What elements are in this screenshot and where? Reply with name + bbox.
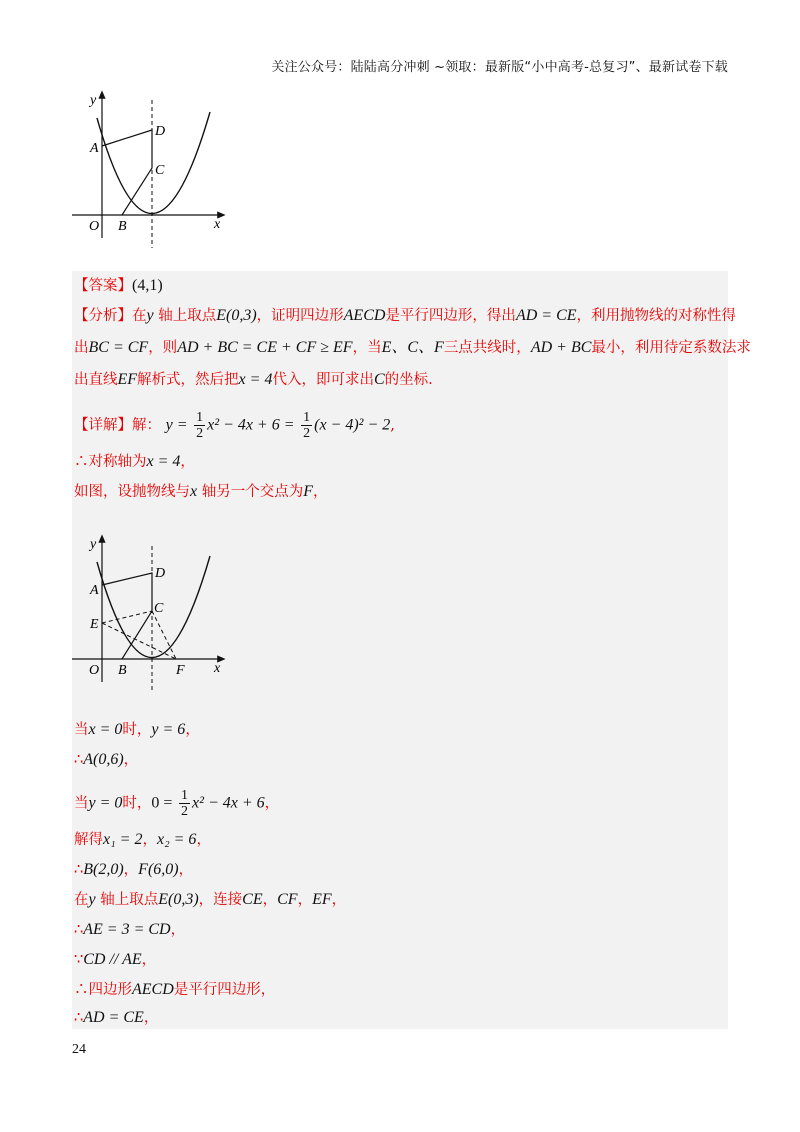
fraction-half [179,788,190,819]
detail-line-2: ∴对称轴为x = 4， [74,453,195,470]
math: BC = CF [88,339,149,356]
num: 1 [303,410,311,425]
text: 是平行四边形， [173,982,276,998]
math: E(0,3) [216,307,257,324]
text: 当 [74,795,89,812]
math: x [190,483,198,500]
page-number: 24 [72,1042,86,1057]
text: 轴上取点 [153,308,217,324]
text: 时， [122,795,152,812]
text: ，则 [148,340,178,356]
fig2-label-x: x [214,661,221,676]
text: ∴对称轴为 [74,454,147,470]
detail-line-9: 在y 轴上取点E(0,3)，连接CE，CF，EF， [74,891,347,908]
analysis-line-2 [74,338,751,358]
text: 解析式，然后把 [137,372,239,388]
math: AD = CE [515,307,577,324]
den: 2 [181,804,189,819]
text: 轴另一个交点为 [197,484,304,500]
detail-line-5: ∴A(0,6)， [74,751,139,768]
math: CD // AE [83,951,142,968]
fig1-label-x: x [214,217,221,232]
text: 三点共线时， [443,340,531,356]
fig2-label-f: F [176,663,185,678]
text: 是平行四边形，得出 [385,308,516,324]
fig2-label-y: y [90,537,97,552]
fig2-label-a: A [90,583,99,598]
math: CF [277,891,298,908]
answer-value: (4,1) [132,277,163,294]
fig1-label-c: C [155,163,165,178]
math: x = 0 [88,721,123,738]
text: 解得 [74,832,103,848]
math: F [303,483,313,500]
page-header: 关注公众号：陆陆高分冲刺 ~领取：最新版“小中高考-总复习”、最新试卷下载 [271,60,728,75]
analysis-line-1 [74,306,736,326]
fig1-label-d: D [155,124,166,139]
detail-line-1: 【详解】解： y = $\frac{1}{2}$ x² − 4x + 6 = $\frac{1}{2}$ (x − 4)² − 2, [74,410,395,441]
math: B(2,0) [83,861,124,878]
math: AD + BC = CE + CF ≥ EF [177,339,353,356]
text: ，证明四边形 [256,308,344,324]
math: E、C、F [381,339,444,356]
den: 2 [196,426,204,441]
text: ∵ [74,952,84,968]
math: y [88,891,96,908]
text: ∴ [74,862,84,878]
math: (x − 4)² − 2 [314,416,391,434]
figure-2-graph [72,530,232,690]
detail-line-3: 如图，设抛物线与x 轴另一个交点为F， [74,483,328,500]
text: ，连接 [198,892,243,908]
text: 出 [74,340,89,356]
math: F(6,0) [138,861,179,878]
math: y = 0 [88,794,123,812]
text: 在 [132,308,147,324]
text: ∴ [74,922,84,938]
math: x₂ = 6 [156,831,197,848]
detail-line-11: ∵CD // AE， [74,951,157,968]
math: E(0,3) [158,891,199,908]
text: ，当 [352,340,382,356]
answer-line [74,276,163,296]
num: 1 [196,410,204,425]
math: AE = 3 = CD [83,921,171,938]
answer-tag: 【答案】 [74,278,132,294]
text: ∴ [74,1010,84,1026]
text: 轴上取点 [95,892,159,908]
fig1-label-y: y [90,93,97,108]
num: 1 [181,788,189,803]
detail-line-10: ∴AE = 3 = CD， [74,921,186,938]
fig1-label-a: A [90,141,99,156]
text: ，利用抛物线的对称性得 [576,308,737,324]
detail-tag: 【详解】 [74,417,132,434]
text: 最小，利用待定系数法求 [591,340,751,356]
analysis-line-3 [74,370,433,390]
detail-line-12 [74,980,275,1000]
fig1-label-o: O [89,219,100,234]
fig2-label-d: D [155,566,166,581]
detail-line-6: 当y = 0时，0 = $\frac{1}{2}$ x² − 4x + 6， [74,788,280,819]
math: x = 4 [146,453,181,470]
math: 0 = [151,794,173,812]
math: AD + BC [530,339,592,356]
fig2-label-o: O [89,663,100,678]
math: x₁ = 2 [103,831,143,848]
text: 代入，即可求出 [272,372,374,388]
detail-line-7: 解得x₁ = 2，x₂ = 6， [74,831,211,848]
math: y = 6 [151,721,186,738]
math: AD = CE [83,1009,144,1026]
fraction-half [301,410,312,441]
math: AECD [132,981,174,998]
math: x² − 4x + 6 = [207,416,295,434]
text: 解： [132,417,161,434]
fig2-label-c: C [154,601,164,616]
detail-line-4: 当x = 0时，y = 6， [74,721,200,738]
den: 2 [303,426,311,441]
math: AECD [343,307,386,324]
math: CE [242,891,263,908]
text: 当 [74,722,89,738]
text: 出直线 [74,372,118,388]
math: y = [165,416,188,434]
text: ∴四边形 [74,982,132,998]
math: x² − 4x + 6 [192,794,265,812]
math: y [146,307,154,324]
fig2-label-e: E [90,617,99,632]
text: 如图，设抛物线与 [74,484,190,500]
fig1-label-b: B [118,219,127,234]
math: x = 4 [238,371,273,388]
math: EF [117,371,138,388]
fraction-half [194,410,205,441]
math: C [373,371,385,388]
detail-line-8: ∴B(2,0)，F(6,0)， [74,861,194,878]
fig2-label-b: B [118,663,127,678]
text: ∴ [74,752,84,768]
figure-1-graph [72,88,232,248]
math: EF [312,891,332,908]
text: 的坐标. [384,372,433,388]
text: 时， [122,722,152,738]
math: A(0,6) [83,751,124,768]
analysis-tag: 【分析】 [74,308,132,324]
detail-line-13: ∴AD = CE， [74,1009,159,1026]
text: 在 [74,892,89,908]
